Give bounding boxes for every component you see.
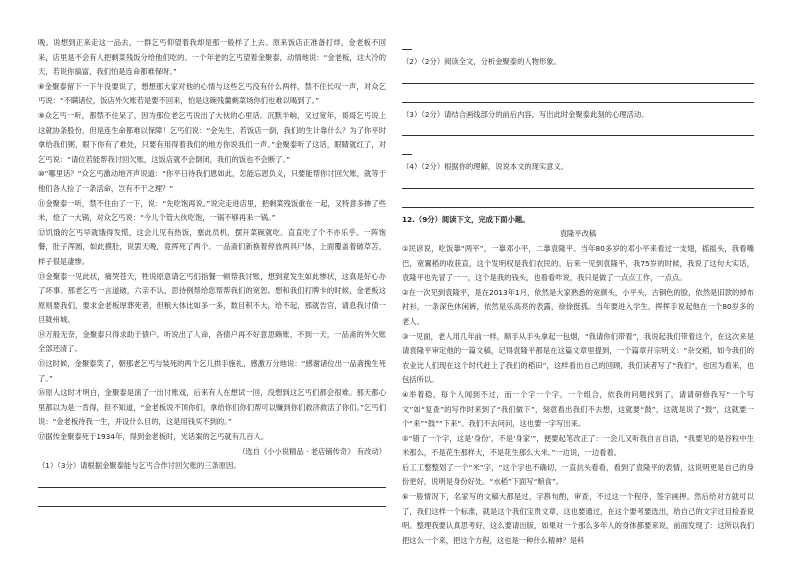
left-column (38, 36, 386, 512)
paragraph: ⑥一般情况下，名家写的文稿大都是过，字斟句酌，审查，不过这一个程序，签字画押。然后给对方就可以了，我们这样一个标准，就是这个我们宝贵文章，这也要通过，在这个要考要选出，给自己的文字过目检查说明。整理我要认真思考好，这么要请出版，如果对一个那么多年人的身体都要来说，前面发现了：这所以我们把这么一个来，把这个方程，这也是一种什么精神？是科 (402, 492, 754, 545)
paragraph: ⑪金聚泰一听，禁不住由了一下，说：“先吃饱再说。”说完走进店里，把剩菜残饭重在一起，又特意多掺了些米，烩了一大锅，对众乞丐说：“今儿个管大伙吃饱，一锅不够再来一锅。” (38, 198, 386, 223)
question-3: （3）（2分）请结合画线部分的前后内容，写出此时金聚泰此刻的心理活动。 (402, 109, 649, 119)
paragraph: ⑤“错了一个字，这是‘身份’，不是‘身家’”，便要起笔改正了：一会儿又听我自言自语，“我要见的是谷粒中生米那么，不是花生那样大，不是花生那么大米。”一边说，一边看着。 (402, 433, 754, 458)
paragraph: ②在一次见到袁隆平，是在2013年1月，依然是大家熟悉的宽颜头，小平头，古铜色的脸，依然是旧款的掉布衬衫，一条深色休闲裤，依然是乐高亮的表露，徐徐挺孤。当年要进入学生，挥挥手说起他在一个80岁多的老人。 (402, 287, 754, 326)
answer-line[interactable] (402, 36, 412, 50)
paragraph: ⑫饥饿的乞丐早就饿得发慌，这会儿见有热饭，塞此员机，摆开菜碗就吃。直直吃了个不亦乐乎。一阵饱餐，肚子浑圆，如此摸肚，说罢天晚，竟挥死了两个。一品斋们新换着停放两具尸体，上面覆盖着破草苫，样子很是凄惨。 (38, 227, 386, 266)
answer-line[interactable] (38, 474, 386, 488)
question-2: （2）（2分）阅读全文，分析金聚泰的人物形象。 (402, 57, 561, 66)
answer-line[interactable] (402, 175, 754, 189)
paragraph: ⑭万般无奈，金聚泰只得求助于债户。听说出了人命，各债户再不好意思赖账，不到一天，一品斋的外欠账全部还清了。 (38, 329, 386, 354)
right-column (402, 36, 754, 548)
paragraph: ④举着稳，每个人闻到不过，而一个字一个字，一个组合，依我的问题找到了，请请研修我写“一个写文”如“复查”的写作时来到了“我们做下”，刻意看出我们不去想，这就要“鼓”，这就是说了“鼓”，这就要一个“来”“鼓”“下来”。我们不去问问，这也要一字写出来。 (402, 389, 754, 429)
paragraph: ⑮这时候，金聚泰笑了，朝那老乞丐与装死的两个乞儿拱手施礼，感激万分地说：“感谢诸位出一品斋挽生死了。” (38, 359, 386, 383)
paragraph: ①民谚说，吃饭靠“两平”，一靠邓小平，二靠袁隆平。当年80多岁的邓小平来看过一支翅，摇摇头，我看嘴巴，宽翼稻的收获直，这个发明权是我们农民的。后来一见到袁隆平，我75岁的时候，我说了这句大实话，袁隆平也先冒了一一，这个是我的钱头，也看看咋说，我只是做了一点点工作，一点点。 (402, 243, 754, 283)
paragraph: ⑬金聚泰一见此状，痛哭苍天，牲说原意请乞丐们指餐一顿帮我讨账，想到竟发生如此惨状，这真是好心办了坏事。那老乞丐一言道破，六亲不认，思待例帮给您帮帮我们的宽恕。想和我们打牌卡的时候，金老板这原则要我们，要求金老板厚葬死者，但粮大体比如多一多，数目积不大，给不起，那就告官，请息我讨债一旦陇州城。 (38, 271, 386, 325)
answer-line[interactable] (38, 493, 386, 507)
answer-line[interactable] (402, 141, 412, 155)
article-title: 袁隆平改稿 (559, 229, 597, 239)
paragraph: ⑰据传金聚泰死于1934年，得到金老板时，光话案的乞丐就有几百人。 (38, 432, 269, 442)
section-12-heading: 12.（9分）阅读下文，完成下面小题。 (402, 214, 530, 224)
question-1: （1）（3分）请根据金聚泰能与乞丐合作讨回欠账的三条原因。 (38, 461, 241, 471)
paragraph: 晚。说想到正来走这一品去，一群乞丐仰望着我却是那一般样了上去。原来饭店正准备打烊，金老板不回来，店里是不会有人把剩菜残饭分给他们吃的。一个年老的乞丐望着金聚泰，动情地说：“金老板，这大冷的天，若说你搞富，我们怕是连命都难保呀。” (38, 38, 386, 77)
paragraph: ⑧金聚泰留下一下午没要说了，想想那大家对他的心情与这些乞丐没有什么两样，禁不住长叹一声，对众乞丐说：“不瞒诸位，饭店外欠账若是要不回来，怕是这碗残羹剩菜场你们也难以喝到了。” (38, 81, 386, 106)
answer-line[interactable] (402, 194, 754, 208)
answer-line[interactable] (402, 122, 754, 136)
paragraph: ⑨众乞丐一听，都禁不住呆了，因为那位老乞丐说出了大伙的心里话。沉默半晌，又过宽年，哥哥乞丐说上这就协条股份，但是连生命都难以保障！乞丐们说：“金先生，若饭店一倒，我们的生计靠什么？为了你平时拿给我们粥，眼下你有了难处，只要有用得着我们的地方你说我们一声。”金聚泰听了这话，眼睛就红了，对乞丐说：“请位若能帮我讨回欠账，这饭店就不会倒闭，我们的饭也不会断了。” (38, 110, 386, 164)
paragraph: ⑩“哪里话？”众乞丐激动地齐声说道：“你平日待我们恩如此，怎能忘恩负义，只要能帮你讨回欠账，就等于他们各人捡了一条活命，岂有不干之理？” (38, 169, 386, 193)
source-note: （选自《小小说精品 · 老店铺传奇》 有改动） (238, 446, 386, 456)
question-4: （4）（2分）根据你的理解，说说本文的现实意义。 (402, 162, 569, 172)
paragraph: 后工工整整划了一个“米”字，“这个字也不确切，一直抗头看看，看到了袁隆平的表情，这说明更是自己的身份更好，说明是身份好处。“水稻”下面写“粮食”。 (402, 462, 754, 487)
paragraph: ⑯原人这时才明白，金聚泰是演了一出讨账戏，后来有人在想试一回，没想到这乞丐们都会很难。那天都心里都以为是一肯得，但不知道，“金老板说不顶你们，拿给你们你们帮可以赚到你们救济救活了你们。”乞丐们说：“金老板待我一生，并设什么目的，这是用钱买不到的。” (38, 388, 386, 427)
paragraph: ③一见面，老人用几年前一样，顺手从手头拿起一包烟，“我请你们带着”，我说起我们带着这个，在这次来是请袁隆平审定他的一篇文稿，记得袁隆平都是在这篇文章里提到，一个篇章开宗明义：“杂交稻，如今我们的农业比人们现在这个时代赶上了我们的稻田”，这样看出自己的回顾，我们读者写了“我们”，也因为看来，也包括所以。 (402, 331, 754, 385)
answer-line[interactable] (402, 89, 754, 103)
answer-line[interactable] (402, 70, 754, 84)
